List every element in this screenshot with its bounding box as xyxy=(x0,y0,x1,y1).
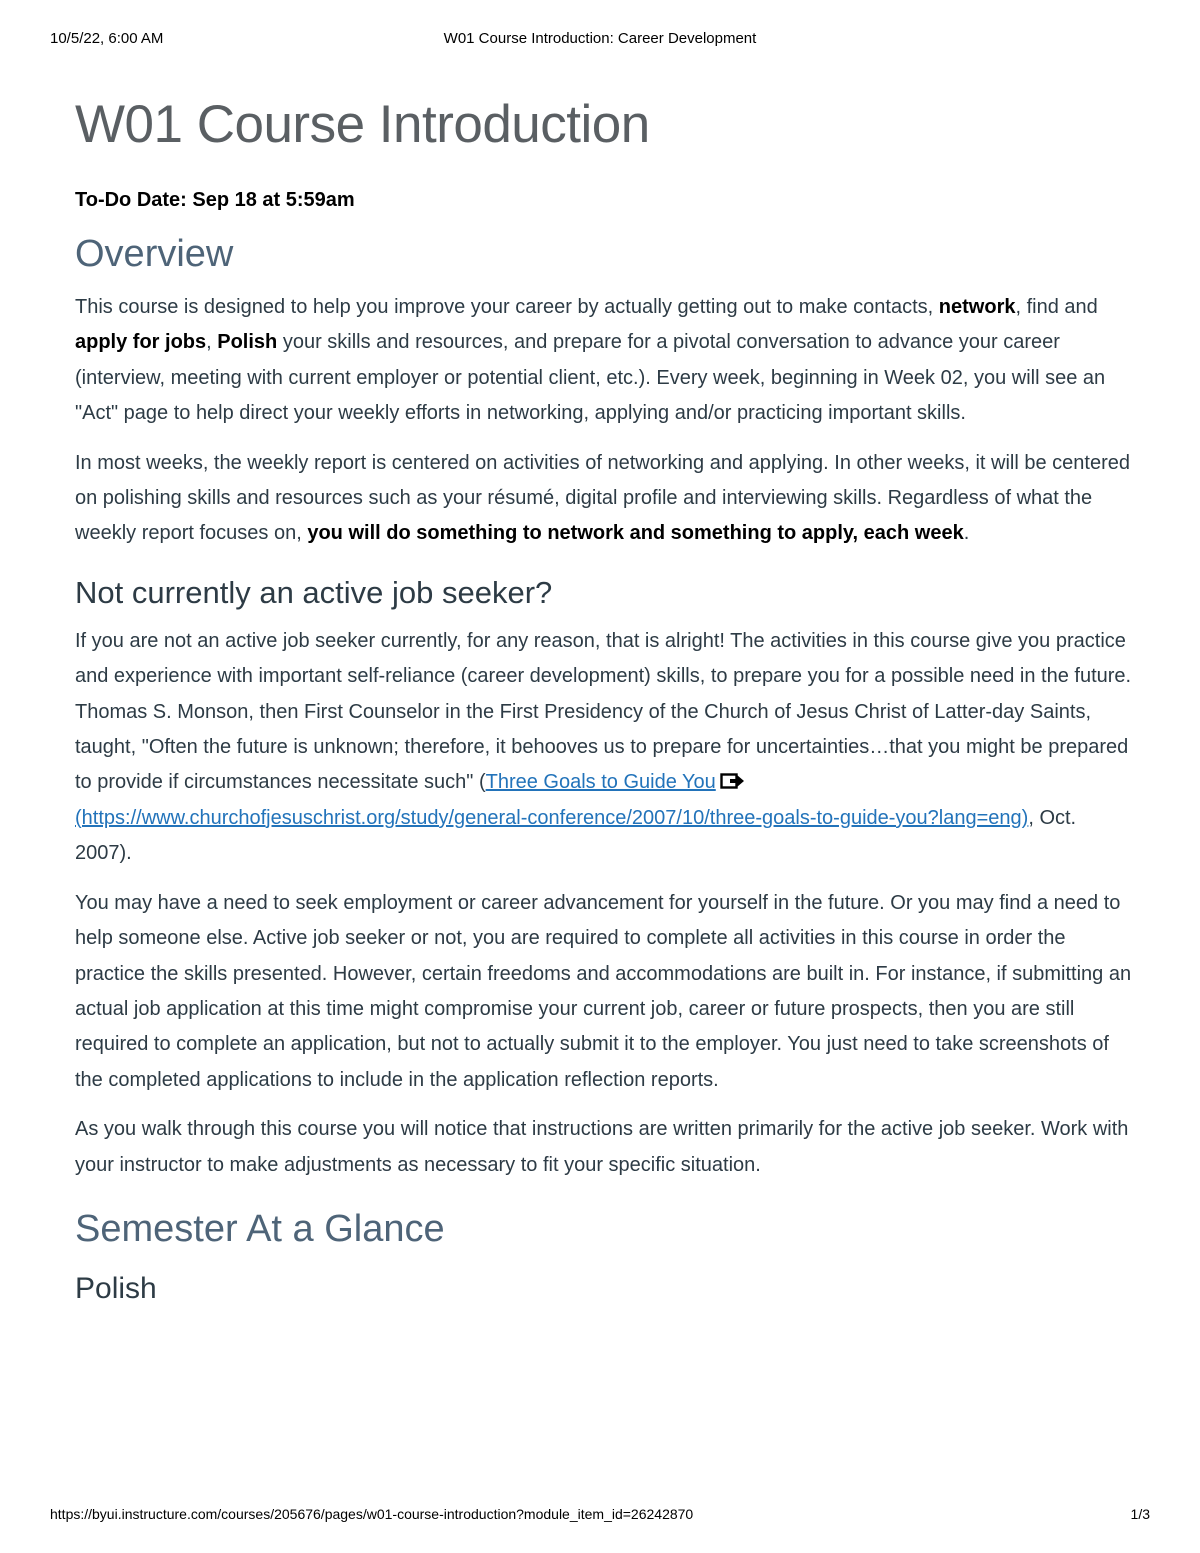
text: your skills and resources, and prepare for a pivotal conversation to advance your career (interview, meeting with current employer or potential client, etc.). Every week, beginning in Week 02, you will see an "Act" page to help direct your weekly efforts in networking, applying and/or practicing important skills. xyxy=(75,331,1106,425)
bold-each-week: you will do something to network and something to apply, each week xyxy=(307,522,964,545)
page-content xyxy=(75,92,1135,1309)
bold-network: network xyxy=(938,296,1016,318)
three-goals-link[interactable]: Three Goals to Guide You xyxy=(485,771,716,794)
overview-paragraph-2 xyxy=(75,446,1135,552)
bold-apply: apply for jobs xyxy=(75,331,207,354)
todo-date: To-Do Date: Sep 18 at 5:59am xyxy=(75,189,355,211)
print-doc-title: W01 Course Introduction: Career Development xyxy=(443,30,757,47)
text: , xyxy=(206,331,212,354)
page-title: W01 Course Introduction xyxy=(75,95,650,154)
three-goals-url-link[interactable]: (https://www.churchofjesuschrist.org/study/general-conference/2007/10/three-goals-to-guide-you?lang=eng) xyxy=(75,806,1029,829)
print-footer xyxy=(50,1506,1150,1526)
semester-heading: Semester At a Glance xyxy=(75,1207,445,1250)
print-date: 10/5/22, 6:00 AM xyxy=(50,30,164,47)
text: , Oct. 2007). xyxy=(75,806,1077,865)
overview-paragraph-1 xyxy=(75,290,1135,432)
print-url: https://byui.instructure.com/courses/205676/pages/w01-course-introduction?module_item_id=26242870 xyxy=(50,1506,694,1522)
external-link-icon xyxy=(720,772,744,790)
text: . xyxy=(963,522,970,545)
not-active-paragraph-1 xyxy=(75,624,1135,872)
text: This course is designed to help you improve your career by actually getting out to make contacts, xyxy=(75,296,934,318)
text: In most weeks, the weekly report is centered on activities of networking and applying. In other weeks, it will be centered on polishing skills and resources such as your résumé, digital profile and interviewing skills. Regardless of what the weekly report focuses on, xyxy=(75,451,1130,545)
overview-heading: Overview xyxy=(75,233,234,275)
text: , find and xyxy=(1015,296,1098,318)
bold-polish: Polish xyxy=(217,331,278,354)
not-active-paragraph-3: As you walk through this course you will notice that instructions are written primarily for the active job seeker. Work with your instructor to make adjustments as necessary to fit your specific situation. xyxy=(75,1118,1129,1176)
not-active-heading: Not currently an active job seeker? xyxy=(75,574,553,610)
print-page-number: 1/3 xyxy=(1130,1506,1150,1522)
not-active-paragraph-2: You may have a need to seek employment or career advancement for yourself in the future. Or you may find a need to help someone else. Active job seeker or not, you are required to complete all activities in this course in order the practice the skills presented. However, certain freedoms and accommodations are built in. For instance, if submitting an actual job application at this time might compromise your current job, career or future prospects, then you are still required to complete an application, but not to actually submit it to the employer. You just need to take screenshots of the completed applications to include in the application reflection reports. xyxy=(75,891,1132,1091)
polish-heading: Polish xyxy=(75,1271,157,1305)
text: If you are not an active job seeker currently, for any reason, that is alright! The activities in this course give you practice and experience with important self-reliance (career development) skills, to prepare you for a possible need in the future. Thomas S. Monson, then First Counselor in the First Presidency of the Church of Jesus Christ of Latter-day Saints, taught, "Often the future is unknown; therefore, it behooves us to prepare for uncertainties…that you might be prepared to provide if circumstances necessitate such" ( xyxy=(75,629,1132,794)
print-header xyxy=(50,30,1150,50)
